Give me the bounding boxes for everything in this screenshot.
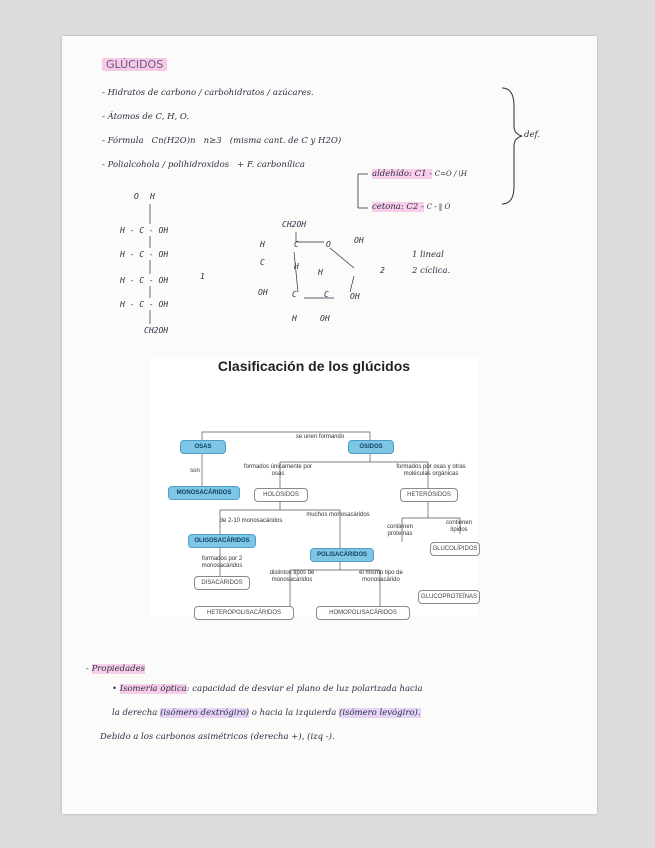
- node-homopolisacaridos: HOMOPOLISACÁRIDOS: [316, 606, 410, 620]
- node-glucolipidos: GLUCOLÍPIDOS: [430, 542, 480, 556]
- label-de-2-10: de 2-10 monosacáridos: [219, 518, 283, 524]
- formula-condition: n≥3: [203, 136, 222, 146]
- node-heterosidos: HETERÓSIDOS: [400, 488, 458, 502]
- properties-bullet: •: [112, 684, 118, 694]
- ring-c-3: C: [292, 290, 297, 299]
- ring-h-1: H: [260, 240, 265, 249]
- form-note-2: 2 cíclica.: [412, 266, 451, 276]
- label-mismo: el mismo tipo de monosacárido: [359, 570, 403, 583]
- ring-note: 2: [380, 266, 385, 275]
- diagram-title: Clasificación de los glúcidos: [217, 358, 411, 374]
- formula: Cn(H2O)n: [151, 136, 196, 146]
- properties-line-2: [112, 708, 421, 718]
- properties-heading: Propiedades: [91, 664, 146, 674]
- ring-c-4: C: [324, 290, 329, 299]
- properties-line-3: Debido a los carbonos asimétricos (derecha +), (izq -).: [100, 732, 335, 742]
- node-polisacaridos: POLISACÁRIDOS: [310, 548, 374, 562]
- def-label: def.: [524, 130, 541, 140]
- linear-row-3: H - C - OH: [120, 276, 169, 285]
- label-se-unen: se unen formando: [295, 434, 345, 440]
- label-muchos: muchos monosacáridos: [306, 512, 370, 518]
- linear-h: H: [150, 192, 155, 201]
- ring-h-2: H: [294, 262, 299, 271]
- node-disacaridos: DISACÁRIDOS: [194, 576, 250, 590]
- linear-row-1: H - C - OH: [120, 226, 169, 235]
- notebook-page: [62, 36, 597, 814]
- properties-heading-line: - Propiedades: [86, 664, 146, 674]
- definition-line-2: - Átomos de C, H, O.: [102, 112, 190, 122]
- formula-label: - Fórmula: [102, 136, 144, 146]
- ring-ch2oh: CH2OH: [282, 220, 307, 229]
- node-osas: OSAS: [180, 440, 226, 454]
- formula-note: (misma cant. de C y H2O): [229, 136, 342, 146]
- label-formados-por-2: formados por 2 monosacáridos: [201, 556, 243, 569]
- label-formados-otras: formados por osas y otras moléculas orgánicas: [396, 464, 466, 477]
- linear-o: O: [134, 192, 139, 201]
- node-osidos: ÓSIDOS: [348, 440, 394, 454]
- ring-o: O: [326, 240, 331, 249]
- properties-text-2a: la derecha: [112, 708, 158, 718]
- node-glucoproteinas: GLUCOPROTEÍNAS: [418, 590, 480, 604]
- properties-line-1: [112, 684, 423, 694]
- polialcohol-label: - Polialcohola / polihidroxidos: [102, 160, 230, 170]
- node-heteropolisacaridos: HETEROPOLISACÁRIDOS: [194, 606, 294, 620]
- levo-term: (isómero levógiro).: [339, 708, 421, 718]
- linear-note: 1: [200, 272, 205, 281]
- label-contienen-lipidos: contienen lípidos: [445, 520, 473, 533]
- cetona-line: cetona: C2 - C - ‖ O: [372, 202, 451, 212]
- properties-text-2b: o hacia la izquierda: [251, 708, 337, 718]
- node-monosacaridos: MONOSACÁRIDOS: [168, 486, 240, 500]
- page-title: GLÚCIDOS: [102, 58, 167, 71]
- ring-bonds: [62, 36, 597, 356]
- ring-oh-4: OH: [320, 314, 330, 323]
- label-formados-unicamente: formados únicamente por osas: [243, 464, 313, 477]
- ring-c-1: C: [294, 240, 299, 249]
- label-distintos: distintos tipos de monosacáridos: [269, 570, 315, 583]
- cetona-text: cetona: C2 -: [372, 202, 424, 212]
- isomeria-term: Isomería óptica: [119, 684, 187, 694]
- form-note-1: 1 lineal: [412, 250, 444, 260]
- classification-diagram: [150, 358, 478, 616]
- linear-end: CH2OH: [144, 326, 169, 335]
- ring-c-2: C: [260, 258, 265, 267]
- label-son: son: [190, 468, 200, 474]
- ring-oh-1: OH: [354, 236, 364, 245]
- aldehido-text: aldehído: C1 -: [372, 169, 433, 179]
- carbonyl-prefix: + F. carbonílica: [237, 160, 305, 170]
- linear-row-2: H - C - OH: [120, 250, 169, 259]
- ring-oh-3: OH: [350, 292, 360, 301]
- properties-text-1: : capacidad de desviar el plano de luz polarizada hacia: [186, 684, 423, 694]
- linear-row-4: H - C - OH: [120, 300, 169, 309]
- ring-h-3: H: [318, 268, 323, 277]
- label-contienen-proteinas: contienen proteínas: [386, 524, 414, 537]
- node-holosidos: HOLÓSIDOS: [254, 488, 308, 502]
- definition-line-1: - Hidratos de carbono / carbohidratos / azúcares.: [102, 88, 314, 98]
- aldehido-line: aldehído: C1 - C=O / \H: [372, 169, 467, 179]
- dextro-term: (isómero dextrógiro): [160, 708, 250, 718]
- node-oligosacaridos: OLIGOSACÁRIDOS: [188, 534, 256, 548]
- ring-h-4: H: [292, 314, 297, 323]
- ring-oh-2: OH: [258, 288, 268, 297]
